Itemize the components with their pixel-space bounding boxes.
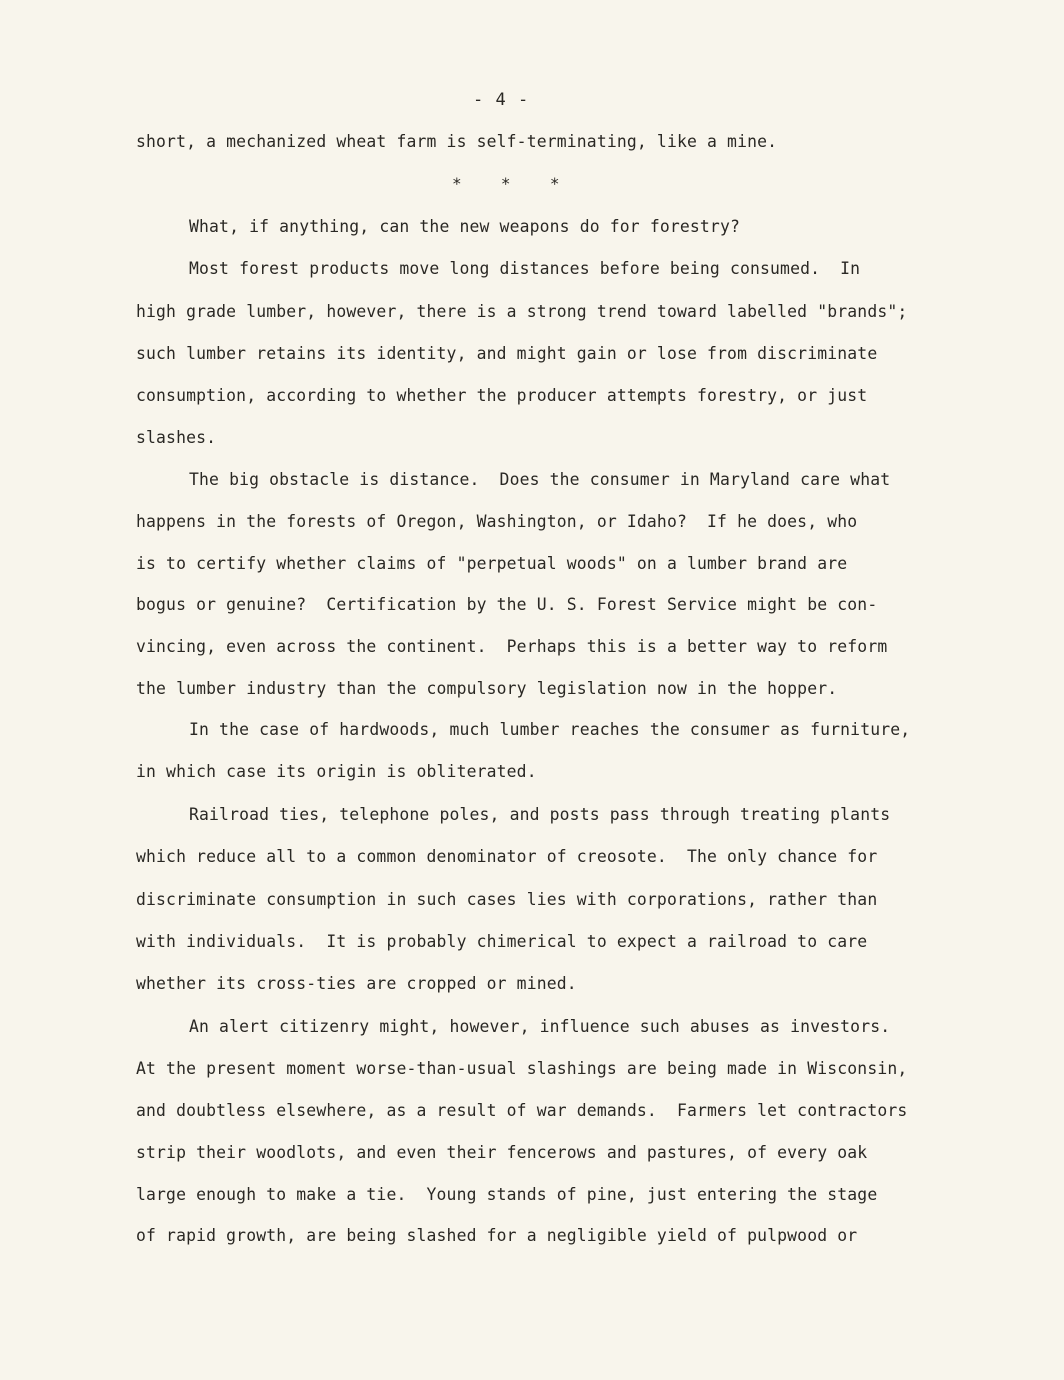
text-line-23: and doubtless elsewhere, as a result of war demands. Farmers let contractors — [136, 1101, 908, 1120]
text-line-20: whether its cross-ties are cropped or mined. — [136, 974, 577, 993]
text-line-9: happens in the forests of Oregon, Washington, or Idaho? If he does, who — [136, 512, 858, 531]
text-line-2: What, if anything, can the new weapons do for forestry? — [189, 217, 740, 236]
text-line-8: The big obstacle is distance. Does the consumer in Maryland care what — [189, 470, 891, 489]
text-line-3: Most forest products move long distances before being consumed. In — [189, 259, 861, 278]
text-line-22: At the present moment worse-than-usual slashings are being made in Wisconsin, — [136, 1059, 908, 1078]
text-line-25: large enough to make a tie. Young stands of pine, just entering the stage — [136, 1185, 878, 1204]
text-line-6: consumption, according to whether the producer attempts forestry, or just — [136, 386, 868, 405]
text-line-1: short, a mechanized wheat farm is self-terminating, like a mine. — [136, 132, 778, 151]
text-line-18: discriminate consumption in such cases lies with corporations, rather than — [136, 890, 878, 909]
text-line-10: is to certify whether claims of "perpetual woods" on a lumber brand are — [136, 554, 848, 573]
text-line-4: high grade lumber, however, there is a strong trend toward labelled "brands"; — [136, 302, 908, 321]
text-line-26: of rapid growth, are being slashed for a negligible yield of pulpwood or — [136, 1226, 858, 1245]
text-line-19: with individuals. It is probably chimerical to expect a railroad to care — [136, 932, 868, 951]
text-line-12: vincing, even across the continent. Perhaps this is a better way to reform — [136, 637, 888, 656]
text-line-16: Railroad ties, telephone poles, and posts pass through treating plants — [189, 805, 891, 824]
text-line-7: slashes. — [136, 428, 217, 447]
text-line-17: which reduce all to a common denominator of creosote. The only chance for — [136, 847, 878, 866]
section-separator: * * * — [452, 174, 560, 193]
text-line-15: in which case its origin is obliterated. — [136, 762, 537, 781]
text-line-13: the lumber industry than the compulsory legislation now in the hopper. — [136, 679, 838, 698]
text-line-11: bogus or genuine? Certification by the U. S. Forest Service might be con- — [136, 595, 878, 614]
text-line-5: such lumber retains its identity, and might gain or lose from discriminate — [136, 344, 878, 363]
text-line-21: An alert citizenry might, however, influence such abuses as investors. — [189, 1017, 891, 1036]
text-line-14: In the case of hardwoods, much lumber reaches the consumer as furniture, — [189, 720, 911, 739]
page-number: - 4 - — [473, 90, 530, 110]
text-line-24: strip their woodlots, and even their fencerows and pastures, of every oak — [136, 1143, 868, 1162]
